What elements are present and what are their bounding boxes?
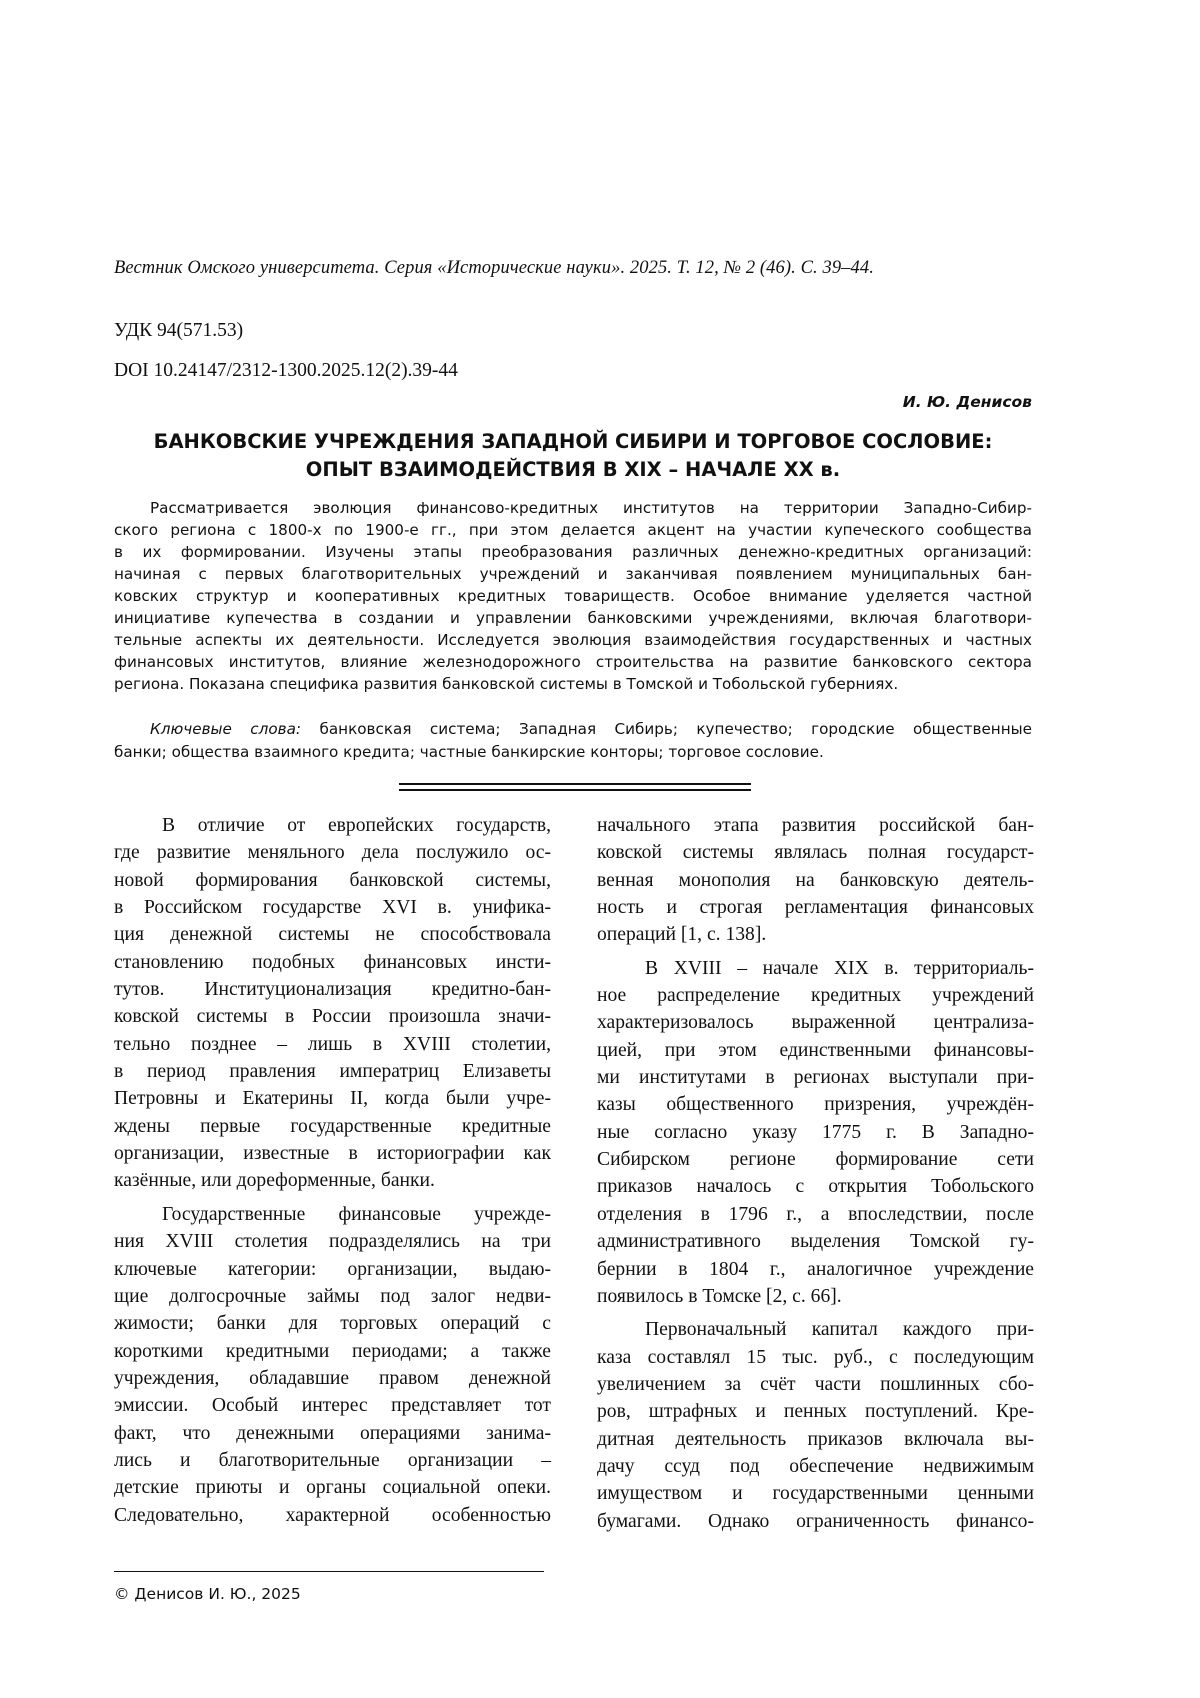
body-line: ждены первые государственные кредитные: [114, 1115, 551, 1137]
body-line: Государственные финансовые учрежде-: [162, 1203, 551, 1225]
abstract-line: начиная с первых благотворительных учреждений и заканчивая появлением муниципальных бан-: [114, 565, 1032, 583]
body-line: появилось в Томске [2, с. 66].: [597, 1285, 842, 1307]
body-line: бумагами. Однако ограниченность финансо-: [597, 1510, 1034, 1532]
keywords-line: [114, 718, 1032, 741]
body-line: короткими кредитными периодами; а также: [114, 1340, 551, 1362]
body-line: бернии в 1804 г., аналогичное учреждение: [597, 1258, 1034, 1280]
abstract-line: тельные аспекты их деятельности. Исследуется эволюция взаимодействия государственных и частных: [114, 631, 1032, 649]
body-line: где развитие меняльного дела послужило ос-: [114, 842, 551, 864]
doi-identifier: DOI 10.24147/2312-1300.2025.12(2).39-44: [114, 360, 458, 381]
body-line: Первоначальный капитал каждого при-: [645, 1319, 1034, 1341]
footnote-divider: [114, 1571, 544, 1572]
body-line: жимости; банки для торговых операций с: [114, 1313, 551, 1335]
body-line: операций [1, с. 138].: [597, 924, 767, 946]
body-line: щие долгосрочные займы под залог недви-: [114, 1285, 551, 1307]
section-divider-bottom: [399, 789, 751, 791]
body-line: становлению подобных финансовых инсти-: [114, 951, 551, 973]
section-divider-top: [399, 783, 751, 785]
body-line: Сибирском регионе формирование сети: [597, 1149, 1034, 1171]
article-title: [114, 428, 1032, 484]
body-line: ключевые категории: организации, выдаю-: [114, 1258, 551, 1280]
abstract-line: Рассматривается эволюция финансово-кредитных институтов на территории Западно-Сибир-: [150, 499, 1032, 517]
body-line: приказов началось с открытия Тобольского: [597, 1176, 1034, 1198]
abstract-line: инициативе купечества в создании и управлении банковскими учреждениями, включая благотвори-: [114, 609, 1032, 627]
body-line: ные согласно указу 1775 г. В Западно-: [597, 1121, 1034, 1143]
author-name: И. Ю. Денисов: [902, 393, 1032, 411]
body-line: ковской системы являлась полная государст-: [597, 842, 1034, 864]
body-line: дитная деятельность приказов включала вы-: [597, 1428, 1034, 1450]
body-line: новой формирования банковской системы,: [114, 869, 551, 891]
body-line: отделения в 1796 г., а впоследствии, после: [597, 1203, 1034, 1225]
abstract-line: ковских структур и кооперативных кредитных товариществ. Особое внимание уделяется частной: [114, 587, 1032, 605]
body-line: ция денежной системы не способствовала: [114, 924, 551, 946]
body-line: тельно позднее – лишь в XVIII столетии,: [114, 1033, 551, 1055]
keywords: [114, 718, 1032, 764]
body-line: ния XVIII столетия подразделялись на три: [114, 1231, 551, 1253]
article-title-line: ОПЫТ ВЗАИМОДЕЙСТВИЯ В XIX – НАЧАЛЕ XX в.: [305, 458, 841, 481]
body-line: учреждения, обладавшие правом денежной: [114, 1367, 551, 1389]
body-line: характеризовалось выраженной централиза-: [597, 1012, 1034, 1034]
body-line: каза составлял 15 тыс. руб., с последующим: [597, 1346, 1034, 1368]
body-line: административного выделения Томской гу-: [597, 1231, 1034, 1253]
body-line: В отличие от европейских государств,: [162, 815, 551, 836]
abstract-line: в их формировании. Изучены этапы преобразования различных денежно-кредитных организаций:: [114, 543, 1032, 561]
body-line: эмиссии. Особый интерес представляет тот: [114, 1395, 551, 1417]
abstract: [114, 497, 1032, 695]
body-line: имуществом и государственными ценными: [597, 1483, 1034, 1505]
body-line: начального этапа развития российской бан-: [597, 815, 1034, 836]
body-line: казённые, или дореформенные, банки.: [114, 1170, 435, 1192]
body-line: увеличением за счёт части пошлинных сбо-: [597, 1373, 1034, 1395]
abstract-line: ского региона с 1800-х по 1900-е гг., при этом делается акцент на участии купеческого сообщества: [114, 521, 1032, 539]
body-line: факт, что денежными операциями занима-: [114, 1422, 551, 1444]
body-column-right: [597, 812, 1034, 1535]
journal-reference: Вестник Омского университета. Серия «Исторические науки». 2025. Т. 12, № 2 (46). С. 39–44.: [114, 258, 874, 278]
body-line: ров, штрафных и пенных поступлений. Кре-: [597, 1401, 1034, 1423]
body-line: Следовательно, характерной особенностью: [114, 1504, 551, 1526]
body-line: в период правления императриц Елизаветы: [114, 1061, 551, 1083]
body-line: ное распределение кредитных учреждений: [597, 985, 1034, 1007]
body-line: организации, известные в историографии как: [114, 1143, 551, 1165]
copyright-notice: © Денисов И. Ю., 2025: [114, 1585, 301, 1603]
body-line: дачу ссуд под обеспечение недвижимым: [597, 1455, 1034, 1477]
udk-code: УДК 94(571.53): [114, 320, 244, 341]
body-line: ковской системы в России произошла значи-: [114, 1006, 551, 1028]
body-line: детские приюты и органы социальной опеки.: [114, 1477, 551, 1499]
body-line: ность и строгая регламентация финансовых: [597, 897, 1034, 919]
body-line: тутов. Институционализация кредитно-бан-: [114, 979, 551, 1001]
keywords-label: Ключевые слова:: [150, 720, 302, 738]
keywords-list-part1: банковская система; Западная Сибирь; купечество; городские общественные: [319, 720, 1032, 738]
body-line: венная монополия на банковскую деятель-: [597, 869, 1034, 891]
article-title-line: БАНКОВСКИЕ УЧРЕЖДЕНИЯ ЗАПАДНОЙ СИБИРИ И ТОРГОВОЕ СОСЛОВИЕ:: [153, 430, 993, 453]
body-line: лись и благотворительные организации –: [114, 1449, 551, 1471]
body-line: В XVIII – начале XIX в. территориаль-: [645, 957, 1034, 979]
keywords-list-part2: банки; общества взаимного кредита; частные банкирские конторы; торговое сословие.: [114, 743, 824, 761]
body-line: в Российском государстве XVI в. унифика-: [114, 897, 551, 919]
body-line: казы общественного призрения, учреждён-: [597, 1094, 1034, 1116]
body-column-left: [114, 812, 551, 1529]
body-line: Петровны и Екатерины II, когда были учре-: [114, 1088, 551, 1110]
body-line: цией, при этом единственными финансовы-: [597, 1039, 1034, 1061]
body-line: ми институтами в регионах выступали при-: [597, 1067, 1034, 1089]
abstract-line: региона. Показана специфика развития банковской системы в Томской и Тобольской губерниях.: [114, 675, 899, 693]
abstract-line: финансовых институтов, влияние железнодорожного строительства на развитие банковского сектора: [114, 653, 1032, 671]
